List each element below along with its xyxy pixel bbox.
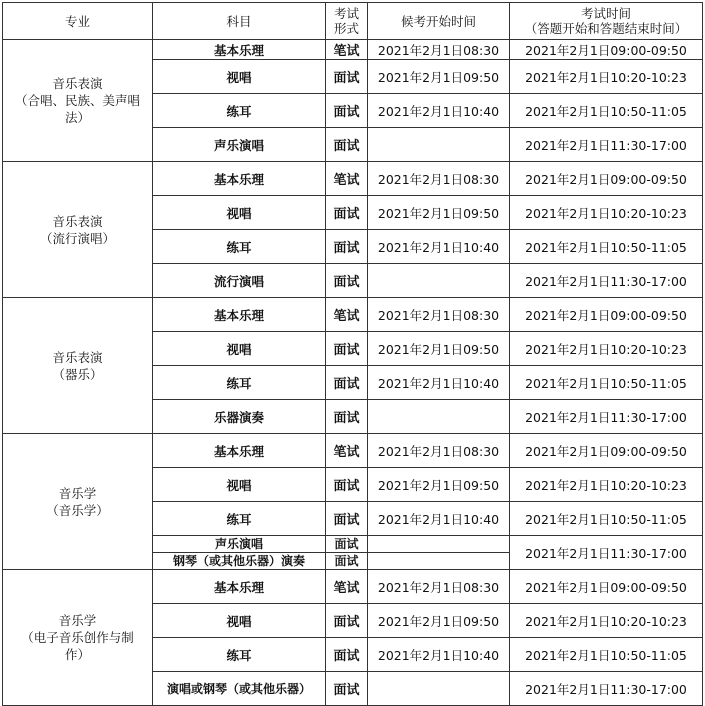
header-exam-time [510,3,703,40]
wait-time-cell: 2021年2月1日08:30 [368,434,510,468]
major-cell [3,162,153,298]
exam-time-cell: 2021年2月1日10:50-11:05 [510,638,703,672]
header-exam-line1: 考试时间 [580,6,631,21]
table-row [3,298,703,332]
major-line: （流行演唱） [39,230,115,246]
wait-time-cell: 2021年2月1日08:30 [368,570,510,604]
subject-cell: 练耳 [153,502,326,536]
exam-time-cell: 2021年2月1日10:20-10:23 [510,332,703,366]
form-cell: 面试 [326,400,368,434]
major-line: 音乐学 [58,613,97,628]
header-row [3,3,703,40]
subject-cell: 乐器演奏 [153,400,326,434]
major-line: （电子音乐创作与制 [21,630,134,645]
exam-time-cell: 2021年2月1日11:30-17:00 [510,672,703,706]
header-form [326,3,368,40]
wait-time-cell: 2021年2月1日10:40 [368,638,510,672]
form-cell: 面试 [326,366,368,400]
form-cell: 面试 [326,672,368,706]
form-cell: 笔试 [326,162,368,196]
exam-time-cell: 2021年2月1日11:30-17:00 [510,536,703,570]
wait-time-cell: 2021年2月1日10:40 [368,94,510,128]
wait-time-cell [368,553,510,570]
subject-cell: 基本乐理 [153,298,326,332]
major-cell [3,434,153,570]
exam-time-cell: 2021年2月1日10:20-10:23 [510,468,703,502]
exam-time-cell: 2021年2月1日10:50-11:05 [510,94,703,128]
subject-cell: 视唱 [153,332,326,366]
exam-time-cell: 2021年2月1日10:20-10:23 [510,604,703,638]
exam-time-cell: 2021年2月1日09:00-09:50 [510,434,703,468]
exam-time-cell: 2021年2月1日09:00-09:50 [510,298,703,332]
form-cell: 面试 [326,60,368,94]
wait-time-cell: 2021年2月1日09:50 [368,60,510,94]
form-cell: 面试 [326,536,368,553]
header-form-line2: 形式 [333,21,359,36]
wait-time-cell: 2021年2月1日10:40 [368,230,510,264]
wait-time-cell: 2021年2月1日10:40 [368,366,510,400]
form-cell: 面试 [326,553,368,570]
wait-time-cell: 2021年2月1日10:40 [368,502,510,536]
wait-time-cell: 2021年2月1日08:30 [368,162,510,196]
major-cell [3,298,153,434]
table-row [3,434,703,468]
wait-time-cell: 2021年2月1日09:50 [368,196,510,230]
exam-time-cell: 2021年2月1日10:20-10:23 [510,196,703,230]
header-wait-time: 候考开始时间 [368,3,510,40]
subject-cell: 练耳 [153,230,326,264]
form-cell: 笔试 [326,570,368,604]
major-cell [3,570,153,706]
form-cell: 面试 [326,264,368,298]
form-cell: 面试 [326,94,368,128]
subject-cell: 练耳 [153,94,326,128]
form-cell: 面试 [326,128,368,162]
table-row [3,162,703,196]
wait-time-cell [368,536,510,553]
wait-time-cell [368,672,510,706]
subject-cell: 钢琴（或其他乐器）演奏 [153,553,326,570]
wait-time-cell: 2021年2月1日08:30 [368,40,510,60]
table-row [3,570,703,604]
major-cell [3,40,153,162]
wait-time-cell [368,264,510,298]
form-cell: 笔试 [326,40,368,60]
exam-time-cell: 2021年2月1日09:00-09:50 [510,570,703,604]
major-line: 法） [64,110,90,125]
subject-cell: 基本乐理 [153,570,326,604]
subject-cell: 声乐演唱 [153,128,326,162]
subject-cell: 视唱 [153,196,326,230]
form-cell: 面试 [326,638,368,672]
exam-time-cell: 2021年2月1日11:30-17:00 [510,264,703,298]
exam-time-cell: 2021年2月1日10:20-10:23 [510,60,703,94]
form-cell: 面试 [326,196,368,230]
major-line: 音乐表演 [52,213,103,229]
form-cell: 面试 [326,332,368,366]
header-exam-line2: （答题开始和答题结束时间） [524,21,688,36]
subject-cell: 视唱 [153,604,326,638]
table-row [3,40,703,60]
exam-time-cell: 2021年2月1日10:50-11:05 [510,366,703,400]
wait-time-cell: 2021年2月1日09:50 [368,468,510,502]
wait-time-cell: 2021年2月1日09:50 [368,332,510,366]
exam-time-cell: 2021年2月1日10:50-11:05 [510,230,703,264]
subject-cell: 视唱 [153,468,326,502]
subject-cell: 基本乐理 [153,434,326,468]
subject-cell: 练耳 [153,366,326,400]
exam-time-cell: 2021年2月1日09:00-09:50 [510,162,703,196]
subject-cell: 视唱 [153,60,326,94]
form-cell: 面试 [326,468,368,502]
major-line: （音乐学） [46,502,109,518]
form-cell: 笔试 [326,298,368,332]
major-line: 音乐表演 [52,349,103,365]
header-major: 专业 [3,3,153,40]
subject-cell: 流行演唱 [153,264,326,298]
subject-cell: 基本乐理 [153,40,326,60]
form-cell: 面试 [326,230,368,264]
subject-cell: 声乐演唱 [153,536,326,553]
major-line: （器乐） [52,366,103,382]
subject-cell: 演唱或钢琴（或其他乐器） [153,672,326,706]
header-form-line1: 考试 [333,6,359,21]
form-cell: 面试 [326,604,368,638]
form-cell: 面试 [326,502,368,536]
subject-cell: 基本乐理 [153,162,326,196]
major-line: 音乐学 [58,485,97,501]
header-subject: 科目 [153,3,326,40]
major-line: （合唱、民族、美声唱 [14,93,140,108]
exam-time-cell: 2021年2月1日09:00-09:50 [510,40,703,60]
exam-time-cell: 2021年2月1日10:50-11:05 [510,502,703,536]
major-line: 作） [64,647,90,662]
form-cell: 笔试 [326,434,368,468]
wait-time-cell: 2021年2月1日09:50 [368,604,510,638]
wait-time-cell [368,400,510,434]
subject-cell: 练耳 [153,638,326,672]
wait-time-cell [368,128,510,162]
major-line: 音乐表演 [52,76,103,91]
exam-time-cell: 2021年2月1日11:30-17:00 [510,128,703,162]
exam-time-cell: 2021年2月1日11:30-17:00 [510,400,703,434]
exam-schedule-table [2,2,703,706]
wait-time-cell: 2021年2月1日08:30 [368,298,510,332]
